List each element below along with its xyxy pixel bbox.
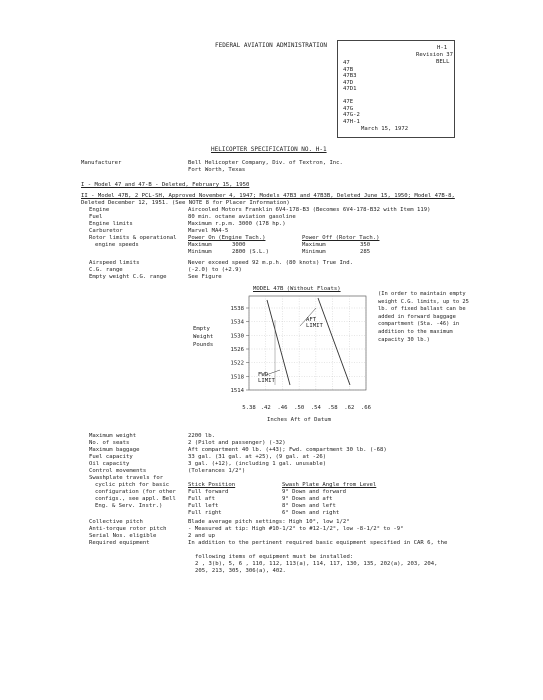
section-1: I - Model 47 and 47-B - Deleted, February 15, 1950: [81, 182, 250, 188]
rotor-max-value: 3000: [232, 242, 246, 248]
stick-position: Full left: [188, 503, 219, 509]
model-item: 47D: [343, 79, 354, 86]
required-line: 205, 213, 305, 306(a), 402.: [195, 568, 286, 574]
swash-col-1: Stick Position: [188, 482, 236, 488]
swash-angle: 8° Down and left: [282, 503, 336, 509]
y-tick-label: 1514: [230, 388, 244, 394]
spec-value: Never exceed speed 92 m.p.h. (80 knots) True Ind.: [188, 260, 354, 266]
revision-number: Revision 37: [416, 52, 454, 58]
x-tick-label: 5.38: [242, 405, 256, 411]
spec-value: In addition to the pertinent required basic equipment specified in CAR 6, the: [188, 540, 448, 546]
manufacturer-line: Bell Helicopter Company, Div. of Textron, Inc.: [188, 160, 343, 166]
manufacturer-line: Fort Worth, Texas: [188, 167, 246, 173]
spec-value: Maximum r.p.m. 3000 (178 hp.): [188, 221, 286, 227]
spec-label: Airspeed limits: [89, 260, 140, 266]
model-item: 47B: [343, 66, 354, 73]
spec-label: Fuel capacity: [89, 454, 133, 460]
ballast-note: (In order to maintain empty weight C.G. limits, up to 25 lb. of fixed ballast can be added in forward baggage compartment (Sta. -46) in addition to the maximum capacity 30 lb.): [378, 291, 469, 343]
swash-label-line: Swashplate travels for: [89, 475, 164, 481]
spec-label: Maximum baggage: [89, 447, 140, 453]
power-off-header: Power Off (Rotor Tach.): [302, 235, 380, 241]
aft-limit-line: [318, 298, 350, 385]
stick-position: Full right: [188, 510, 222, 516]
spec-label: Engine limits: [89, 221, 133, 227]
spec-label: C.G. range: [89, 267, 123, 273]
chart-title: MODEL 47B (Without Floats): [253, 286, 341, 292]
x-tick-label: .54: [310, 405, 321, 411]
swash-label-line: configs., see appl. Bell: [95, 496, 176, 502]
section-2-line: Deleted December 12, 1951. (See NOTE 8 for Placer Information): [81, 200, 290, 206]
spec-label: Control movements: [89, 468, 147, 474]
swash-label-line: configuration (for other: [95, 489, 176, 495]
y-tick-label: 1518: [230, 374, 244, 381]
spec-value: See Figure: [188, 274, 222, 280]
model-item: 47G: [343, 105, 354, 112]
spec-label: engine speeds: [95, 242, 139, 248]
power-on-header: Power On (Engine Tach.): [188, 235, 266, 241]
aft-limit-label: AFT LIMIT: [306, 317, 323, 329]
y-tick-label: 1526: [230, 347, 244, 353]
spec-label: Rotor limits & operational: [89, 235, 177, 241]
spec-label: Collective pitch: [89, 519, 143, 525]
rotor-min-value: 285: [360, 249, 371, 255]
spec-value: 80 min. octane aviation gasoline: [188, 214, 296, 220]
model-item: 47B3: [343, 73, 357, 79]
spec-label: Maximum weight: [89, 433, 137, 439]
fwd-limit-label: FWD. LIMIT: [258, 372, 275, 384]
rotor-min-label: Minimum: [188, 249, 212, 255]
chart-lines: [266, 298, 350, 385]
x-tick-label: .42: [260, 405, 271, 411]
spec-label: Required equipment: [89, 540, 150, 546]
spec-value: - Measured at tip: High #10-1/2° to #12-1/2°, low -8-1/2° to -9°: [188, 526, 404, 532]
stick-position: Full forward: [188, 489, 229, 495]
model-item: 47D1: [343, 86, 357, 92]
model-item: 47G-2: [343, 112, 360, 118]
rotor-max-value: 350: [360, 242, 371, 248]
spec-label: Empty weight C.G. range: [89, 274, 167, 280]
y-tick-label: 1534: [230, 319, 244, 326]
swash-label-line: Eng. & Serv. Instr.): [95, 503, 163, 509]
spec-value: 2 and up: [188, 533, 215, 539]
swash-label-line: cyclic pitch for basic: [95, 482, 170, 488]
x-tick-label: .50: [294, 405, 305, 411]
spec-value: (Tolerances 1/2°): [188, 468, 246, 474]
section-2-text: II - Model 47B, 2 PCL-SH, Approved November 4, 1947; Models 47B3 and 47B3B, Deleted June 15, 1950; Model 47B-8,: [81, 193, 455, 199]
spec-value: 2200 lb.: [188, 433, 215, 439]
required-line: 2 , 3(b), 5, 6 , 110, 112, 113(a), 114, 117, 130, 135, 202(a), 203, 204,: [195, 561, 438, 567]
spec-label: Engine: [89, 207, 110, 213]
model-item: 47: [343, 60, 350, 66]
rotor-max-label: Maximum: [302, 242, 326, 248]
x-tick-label: .62: [344, 405, 355, 411]
rotor-min-value: 2800 (S.L.): [232, 249, 270, 255]
swash-angle: 6° Down and right: [282, 510, 340, 516]
y-tick-label: 1530: [230, 333, 244, 340]
revision-date: March 15, 1972: [361, 126, 409, 132]
model-item: 47E: [343, 99, 354, 105]
x-tick-label: .46: [277, 405, 288, 411]
spec-value: (-2.0) to (+2.9): [188, 267, 242, 273]
agency-title: FEDERAL AVIATION ADMINISTRATION: [215, 42, 327, 49]
spec-value: 3 gal. (+12), (including 1 gal. unusable): [188, 461, 327, 467]
required-line: following items of equipment must be installed:: [195, 554, 354, 560]
spec-label: Anti-torque rotor pitch: [89, 526, 167, 532]
swash-angle: 9° Down and aft: [282, 496, 333, 502]
x-tick-label: .66: [360, 405, 372, 411]
spec-value: 2 (Pilot and passenger) (-32): [188, 440, 286, 446]
maker-name: BELL: [436, 59, 450, 65]
rotor-max-label: Maximum: [188, 242, 212, 248]
spec-label: Carburetor: [89, 228, 123, 234]
swash-col-2: Swash Plate Angle from Level: [282, 482, 377, 488]
model-item: 47H-1: [343, 118, 360, 125]
spec-value: Aft compartment 40 lb. (+43); Fwd. compartment 30 lb. (-68): [188, 447, 387, 453]
x-tick-label: .58: [327, 405, 338, 411]
spec-value: 33 gal. (31 gal. at +25), (9 gal. at -26): [188, 454, 327, 460]
spec-label: Oil capacity: [89, 461, 130, 467]
swash-angle: 9° Down and forward: [282, 489, 346, 495]
spec-value: Aircooled Motors Franklin 6V4-178-B3 (Becomes 6V4-178-B32 with Item 119): [188, 207, 431, 213]
y-tick-label: 1538: [230, 306, 244, 312]
rotor-min-label: Minimum: [302, 249, 326, 255]
chart-ylabel: Empty Weight Pounds: [193, 326, 214, 348]
spec-value: Marvel MA4-5: [188, 228, 229, 234]
chart-xlabel: Inches Aft of Datum: [267, 417, 331, 423]
manufacturer-label: Manufacturer: [81, 160, 122, 166]
y-tick-label: 1522: [230, 360, 244, 367]
spec-label: No. of seats: [89, 440, 130, 446]
spec-label: Fuel: [89, 214, 103, 220]
spec-value: Blade average pitch settings: High 10°, low 1/2°: [188, 519, 350, 525]
spec-label: Serial Nos. eligible: [89, 533, 157, 539]
spec-number: H-1: [437, 45, 448, 51]
stick-position: Full aft: [188, 496, 215, 502]
spec-heading: HELICOPTER SPECIFICATION NO. H-1: [211, 146, 327, 153]
